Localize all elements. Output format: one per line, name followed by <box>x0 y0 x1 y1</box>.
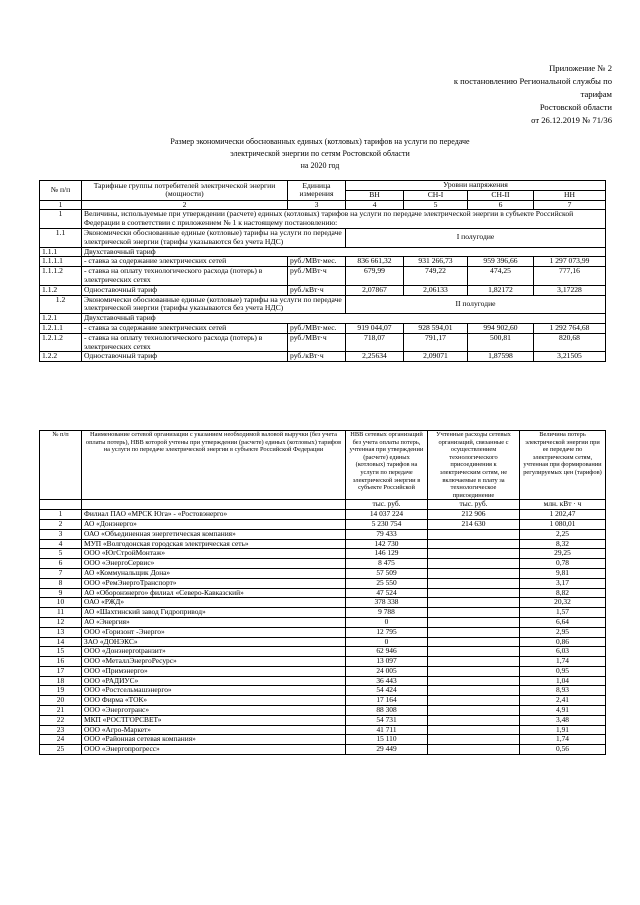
unit-power: млн. кВт · ч <box>520 500 606 510</box>
losses-value: 1,04 <box>520 676 606 686</box>
losses-value: 20,32 <box>520 598 606 608</box>
row-text: Одноставочный тариф <box>82 285 288 295</box>
value-vn: 679,99 <box>346 267 404 286</box>
row-num: 1 <box>40 510 82 520</box>
losses-value: 1 080,01 <box>520 519 606 529</box>
losses-value: 1,74 <box>520 735 606 745</box>
losses-value: 29,25 <box>520 549 606 559</box>
header-unit: Единица измерения <box>288 181 346 201</box>
losses-value: 0,78 <box>520 559 606 569</box>
costs-value <box>428 725 520 735</box>
nvv-value: 146 129 <box>346 549 428 559</box>
costs-value <box>428 657 520 667</box>
value-nn: 3,21505 <box>534 352 606 362</box>
value-nn: 1 292 764,68 <box>534 323 606 333</box>
costs-value <box>428 539 520 549</box>
org-name: МКП «РОСТГОРСВЕТ» <box>82 715 346 725</box>
losses-value: 9,81 <box>520 568 606 578</box>
row-num: 1 <box>40 210 82 229</box>
nvv-value: 0 <box>346 617 428 627</box>
appendix-block <box>454 62 612 127</box>
costs-value <box>428 598 520 608</box>
value-vn: 919 044,07 <box>346 323 404 333</box>
table-row <box>40 323 606 333</box>
row-text: Экономически обоснованные единые (котловые) тарифы на услуги по передаче электрической энергии (тарифы указываются без учета НДС) <box>82 228 346 247</box>
table-row <box>40 745 606 755</box>
row-unit: руб./МВт·мес. <box>288 257 346 267</box>
table-row <box>40 539 606 549</box>
nvv-value: 29 449 <box>346 745 428 755</box>
row-text: Величины, используемые при утверждении (расчете) единых (котловых) тарифов на услуги по передаче электрической энергии в субъекте Российской Федерации в соответствии с приложением № 1 к настоящему постановлению: <box>82 210 606 229</box>
value-vn: 836 661,32 <box>346 257 404 267</box>
table-header-row <box>40 181 606 191</box>
value-nn: 820,68 <box>534 333 606 352</box>
row-num: 23 <box>40 725 82 735</box>
row-unit: руб./кВт·ч <box>288 352 346 362</box>
table-row <box>40 285 606 295</box>
table-row <box>40 559 606 569</box>
nvv-value: 24 005 <box>346 666 428 676</box>
row-num: 1.2.1 <box>40 314 82 324</box>
appendix-line: к постановлению Региональной службы по <box>453 76 612 86</box>
appendix-line: Приложение № 2 <box>549 63 612 73</box>
row-num: 20 <box>40 696 82 706</box>
org-name: ООО «Ростсельмашэнерго» <box>82 686 346 696</box>
losses-value: 3,48 <box>520 715 606 725</box>
org-name: ООО «Примэнерго» <box>82 666 346 676</box>
value-sn2: 474,25 <box>468 267 534 286</box>
table-row <box>40 637 606 647</box>
network-organizations-table <box>39 430 606 755</box>
row-unit: руб./МВт·мес. <box>288 323 346 333</box>
row-num: 12 <box>40 617 82 627</box>
header-nvv: НВВ сетевых организаций без учета оплаты потерь, учтенная при утверждении (расчете) единых (котловых) тарифов на услуги по передаче электрической энергии в субъекте Российской <box>346 431 428 500</box>
nvv-value: 62 946 <box>346 647 428 657</box>
row-text: Двухставочный тариф <box>82 314 606 324</box>
value-sn2: 959 396,66 <box>468 257 534 267</box>
nvv-value: 54 731 <box>346 715 428 725</box>
header-voltage: Уровни напряжения <box>346 181 606 191</box>
org-name: ООО «Горизонт -Энерго» <box>82 627 346 637</box>
row-num: 18 <box>40 676 82 686</box>
nvv-value: 47 524 <box>346 588 428 598</box>
costs-value <box>428 745 520 755</box>
header-num: № п/п <box>40 181 82 201</box>
row-num: 24 <box>40 735 82 745</box>
value-nn: 777,16 <box>534 267 606 286</box>
value-sn1: 749,22 <box>404 267 468 286</box>
row-num: 5 <box>40 549 82 559</box>
row-unit: руб./кВт·ч <box>288 285 346 295</box>
row-num: 15 <box>40 647 82 657</box>
nvv-value: 0 <box>346 637 428 647</box>
costs-value <box>428 715 520 725</box>
table-row <box>40 529 606 539</box>
losses-value: 8,32 <box>520 539 606 549</box>
row-num: 1.2.1.2 <box>40 333 82 352</box>
losses-value: 6,03 <box>520 647 606 657</box>
losses-value: 0,56 <box>520 745 606 755</box>
header-nn: НН <box>534 190 606 200</box>
table-row <box>40 696 606 706</box>
costs-value <box>428 559 520 569</box>
table-row <box>40 510 606 520</box>
costs-value <box>428 549 520 559</box>
value-vn: 2,25634 <box>346 352 404 362</box>
costs-value <box>428 627 520 637</box>
table-row <box>40 257 606 267</box>
nvv-value: 142 730 <box>346 539 428 549</box>
org-name: ОАО «РЖД» <box>82 598 346 608</box>
org-name: ООО Фирма «ТОК» <box>82 696 346 706</box>
value-sn1: 2,06133 <box>404 285 468 295</box>
costs-value <box>428 686 520 696</box>
org-name: ООО «РАДИУС» <box>82 676 346 686</box>
row-num: 17 <box>40 666 82 676</box>
unit-nvv: тыс. руб. <box>346 500 428 510</box>
unit-losses: тыс. руб. <box>428 500 520 510</box>
row-num: 1.2.2 <box>40 352 82 362</box>
table-row <box>40 352 606 362</box>
row-num: 1.2.1.1 <box>40 323 82 333</box>
table-row <box>40 666 606 676</box>
costs-value <box>428 696 520 706</box>
row-text: - ставка за содержание электрических сетей <box>82 323 288 333</box>
value-nn: 3,17228 <box>534 285 606 295</box>
value-vn: 718,07 <box>346 333 404 352</box>
losses-value: 2,95 <box>520 627 606 637</box>
row-unit: руб./МВт·ч <box>288 267 346 286</box>
nvv-value: 5 230 754 <box>346 519 428 529</box>
row-num: 7 <box>40 568 82 578</box>
blank-cell <box>82 500 346 510</box>
losses-value: 6,64 <box>520 617 606 627</box>
org-name: ООО «Агро-Маркет» <box>82 725 346 735</box>
table-row <box>40 295 606 314</box>
row-num: 11 <box>40 608 82 618</box>
losses-value: 0,95 <box>520 666 606 676</box>
nvv-value: 25 550 <box>346 578 428 588</box>
costs-value <box>428 666 520 676</box>
table-row <box>40 676 606 686</box>
nvv-value: 79 433 <box>346 529 428 539</box>
row-num: 9 <box>40 588 82 598</box>
losses-value: 1,57 <box>520 608 606 618</box>
costs-value: 214 630 <box>428 519 520 529</box>
appendix-line: Ростовской области <box>539 102 612 112</box>
value-sn1: 2,09071 <box>404 352 468 362</box>
period-label: I полугодие <box>346 228 606 247</box>
column-number: 5 <box>404 200 468 210</box>
org-name: ООО «ЭнергоСервис» <box>82 559 346 569</box>
value-sn1: 931 266,73 <box>404 257 468 267</box>
table-row <box>40 247 606 257</box>
tariff-table <box>39 180 606 362</box>
value-nn: 1 297 073,99 <box>534 257 606 267</box>
losses-value: 2,41 <box>520 696 606 706</box>
nvv-value: 36 443 <box>346 676 428 686</box>
row-num: 1.1.2 <box>40 285 82 295</box>
costs-value <box>428 706 520 716</box>
value-sn1: 928 594,01 <box>404 323 468 333</box>
table-row <box>40 657 606 667</box>
table-row <box>40 725 606 735</box>
costs-value <box>428 568 520 578</box>
period-label: II полугодие <box>346 295 606 314</box>
losses-value: 1 202,47 <box>520 510 606 520</box>
value-sn2: 500,81 <box>468 333 534 352</box>
document-title <box>0 136 640 172</box>
title-line: на 2020 год <box>300 161 340 170</box>
blank-cell <box>40 500 82 510</box>
row-text: Двухставочный тариф <box>82 247 606 257</box>
nvv-value: 17 164 <box>346 696 428 706</box>
table-row <box>40 578 606 588</box>
costs-value <box>428 608 520 618</box>
row-num: 2 <box>40 519 82 529</box>
costs-value <box>428 617 520 627</box>
value-vn: 2,07867 <box>346 285 404 295</box>
column-number: 7 <box>534 200 606 210</box>
row-num: 25 <box>40 745 82 755</box>
value-sn2: 1,87598 <box>468 352 534 362</box>
losses-value: 1,74 <box>520 657 606 667</box>
nvv-value: 15 110 <box>346 735 428 745</box>
org-name: ООО «Районная сетевая компания» <box>82 735 346 745</box>
losses-value: 1,91 <box>520 725 606 735</box>
row-text: Одноставочный тариф <box>82 352 288 362</box>
row-text: Экономически обоснованные единые (котловые) тарифы на услуги по передаче электрической энергии (тарифы указываются без учета НДС) <box>82 295 346 314</box>
column-number: 2 <box>82 200 288 210</box>
table-row <box>40 314 606 324</box>
org-name: ООО «РемЭнергоТранспорт» <box>82 578 346 588</box>
row-num: 1.2 <box>40 295 82 314</box>
costs-value: 212 906 <box>428 510 520 520</box>
header-power: Величина потерь электрической энергии при ее передаче по электрическим сетям, учтенная при формировании регулируемых цен (тарифов) <box>520 431 606 500</box>
value-sn2: 1,82172 <box>468 285 534 295</box>
row-unit: руб./МВт·ч <box>288 333 346 352</box>
losses-value: 0,86 <box>520 637 606 647</box>
table-row <box>40 617 606 627</box>
org-name: ООО «ЮгСтройМонтаж» <box>82 549 346 559</box>
column-number: 1 <box>40 200 82 210</box>
costs-value <box>428 637 520 647</box>
header-num: № п/п <box>40 431 82 500</box>
nvv-value: 9 788 <box>346 608 428 618</box>
org-name: АО «Оборонэнерго» филиал «Северо-Кавказский» <box>82 588 346 598</box>
costs-value <box>428 735 520 745</box>
title-line: электрической энергии по сетям Ростовской области <box>230 149 410 158</box>
losses-value: 3,17 <box>520 578 606 588</box>
org-name: АО «Донэнерго» <box>82 519 346 529</box>
header-sn1: СН-I <box>404 190 468 200</box>
losses-value: 8,93 <box>520 686 606 696</box>
table-row <box>40 228 606 247</box>
appendix-line: от 26.12.2019 № 71/36 <box>531 115 612 125</box>
row-num: 1.1.1.2 <box>40 267 82 286</box>
appendix-line: тарифам <box>580 89 612 99</box>
header-sn2: СН-II <box>468 190 534 200</box>
table-row <box>40 715 606 725</box>
row-num: 1.1 <box>40 228 82 247</box>
nvv-value: 14 037 224 <box>346 510 428 520</box>
column-number: 3 <box>288 200 346 210</box>
table-row <box>40 568 606 578</box>
nvv-value: 88 308 <box>346 706 428 716</box>
losses-value: 8,82 <box>520 588 606 598</box>
org-name: ООО «МеталлЭнергоРесурс» <box>82 657 346 667</box>
row-num: 1.1.1.1 <box>40 257 82 267</box>
costs-value <box>428 529 520 539</box>
value-sn2: 994 902,60 <box>468 323 534 333</box>
org-name: МУП «Волгодонская городская электрическая сеть» <box>82 539 346 549</box>
row-num: 16 <box>40 657 82 667</box>
nvv-value: 13 097 <box>346 657 428 667</box>
table-header-row <box>40 431 606 500</box>
row-num: 21 <box>40 706 82 716</box>
header-groups: Тарифные группы потребителей электрической энергии (мощности) <box>82 181 288 201</box>
nvv-value: 12 795 <box>346 627 428 637</box>
org-name: ООО «Энерготранс» <box>82 706 346 716</box>
row-num: 10 <box>40 598 82 608</box>
table-row <box>40 647 606 657</box>
nvv-value: 41 711 <box>346 725 428 735</box>
row-num: 4 <box>40 539 82 549</box>
table-row <box>40 627 606 637</box>
row-num: 13 <box>40 627 82 637</box>
table-row <box>40 549 606 559</box>
row-num: 8 <box>40 578 82 588</box>
table-row <box>40 519 606 529</box>
row-num: 19 <box>40 686 82 696</box>
costs-value <box>428 588 520 598</box>
org-name: Филиал ПАО «МРСК Юга» - «Ростовэнерго» <box>82 510 346 520</box>
header-losses: Учтенные расходы сетевых организаций, связанные с осуществлением технологического присоединения к электрическим сетям, не включаемые в плату за технологическое присоединение <box>428 431 520 500</box>
column-number-row <box>40 200 606 210</box>
org-name: ОАО «Объединенная энергетическая компания» <box>82 529 346 539</box>
row-num: 22 <box>40 715 82 725</box>
units-row <box>40 500 606 510</box>
table-row <box>40 608 606 618</box>
nvv-value: 54 424 <box>346 686 428 696</box>
row-text: - ставка на оплату технологического расхода (потерь) в электрических сетях <box>82 267 288 286</box>
table-row <box>40 706 606 716</box>
org-name: ООО «Донэнергоtранзит» <box>82 647 346 657</box>
table-row <box>40 333 606 352</box>
org-name: ООО «Энергопрогресс» <box>82 745 346 755</box>
org-name: ЗАО «ДОНЭКС» <box>82 637 346 647</box>
table-row <box>40 588 606 598</box>
org-name: АО «Коммунальщик Дона» <box>82 568 346 578</box>
nvv-value: 378 338 <box>346 598 428 608</box>
nvv-value: 8 475 <box>346 559 428 569</box>
row-text: - ставка на оплату технологического расхода (потерь) в электрических сетях <box>82 333 288 352</box>
costs-value <box>428 647 520 657</box>
column-number: 4 <box>346 200 404 210</box>
row-num: 14 <box>40 637 82 647</box>
table-row <box>40 686 606 696</box>
row-num: 1.1.1 <box>40 247 82 257</box>
costs-value <box>428 578 520 588</box>
losses-value: 4,91 <box>520 706 606 716</box>
costs-value <box>428 676 520 686</box>
nvv-value: 57 509 <box>346 568 428 578</box>
row-num: 3 <box>40 529 82 539</box>
header-org: Наименование сетевой организации с указанием необходимой валовой выручки (без учета оплаты потерь), НВВ которой учтены при утверждении (расчете) единых (котловых) тарифов на услуги по передаче электрической энергии в субъекте Российской Федерации <box>82 431 346 500</box>
table-row <box>40 267 606 286</box>
table-row <box>40 735 606 745</box>
row-text: - ставка за содержание электрических сетей <box>82 257 288 267</box>
table-row <box>40 210 606 229</box>
header-vn: ВН <box>346 190 404 200</box>
title-line: Размер экономически обоснованных единых (котловых) тарифов на услуги по передаче <box>170 137 470 146</box>
column-number: 6 <box>468 200 534 210</box>
row-num: 6 <box>40 559 82 569</box>
org-name: АО «Шахтинский завод Гидропривод» <box>82 608 346 618</box>
value-sn1: 791,17 <box>404 333 468 352</box>
table-row <box>40 598 606 608</box>
org-name: АО «Энергия» <box>82 617 346 627</box>
losses-value: 2,25 <box>520 529 606 539</box>
